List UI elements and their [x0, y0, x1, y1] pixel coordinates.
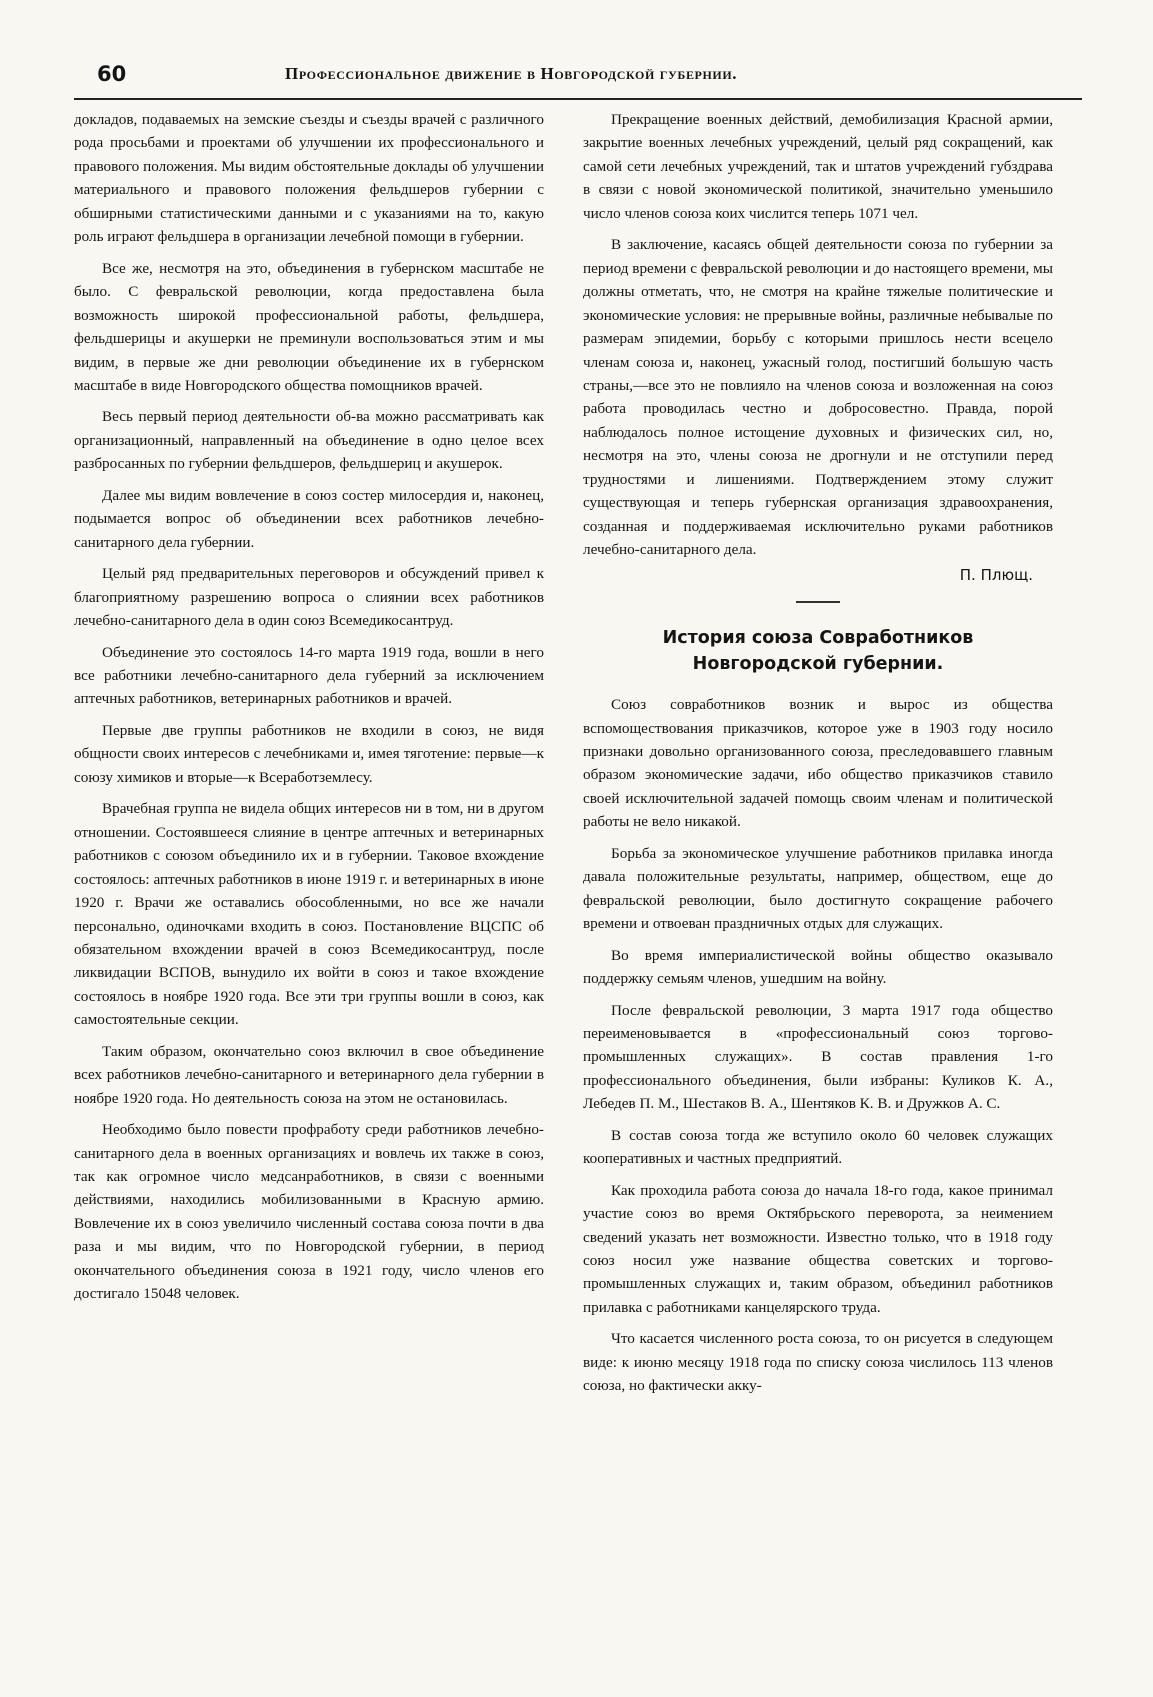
paragraph: После февральской революции, 3 марта 1917 года общество переименовывается в «профессиональный союз торгово-промышленных служащих». В состав правления 1-го профессионального объединения, были избраны: Куликов К. А., Лебедев П. М., Шестаков В. А., Шентяков К. В. и Дружков А. С. — [583, 1001, 1053, 1113]
paragraph: В заключение, касаясь общей деятельности союза по губернии за период времени с февральской революции и до настоящего времени, мы должны отметать, что, не смотря на крайне тяжелые политические и экономические условия: не прерывные войны, различные небывалые по размерам эпидемии, борьбу с которыми пришлось нести всецело членам союза и, наконец, ужасный голод, постигший большую часть страны,—все это не повлияло на членов союза и возложенная на союз работа проводилась честно и добросовестно. Правда, порой наблюдалось полное истощение духовных и физических сил, но, несмотря на это, члены союза не дрогнули и не отступили перед трудностями и лишениями. Подтверждением этому служит существующая и теперь губернская организация здравоохранения, созданная и поддерживаемая исключительно руками работников лечебно-санитарного дела. — [583, 236, 1053, 559]
paragraph: Далее мы видим вовлечение в союз состер милосердия и, наконец, подымается вопрос об объединении всех работников лечебно-санитарного дела губернии. — [74, 486, 544, 551]
paragraph: Врачебная группа не видела общих интересов ни в том, ни в другом отношении. Состоявшееся слияние в центре аптечных и ветеринарных работников с союзом объединило их и в губернии. Таковое вхождение состоялось: аптечных работников в июне 1919 г. и ветеринарных в июне 1920 г. Врачи же оставались обособленными, но все же начали персонально, одиночками входить в союз. Постановление ВЦСПС об обязательном вхождении врачей в союз Всемедикосантруд, после ликвидации ВСПОВ, вынудило их войти в союз и такое вхождение состоялось в ноябре 1920 года. Все эти три группы вошли в союз, как самостоятельные секции. — [74, 800, 544, 1029]
paragraph: Объединение это состоялось 14-го марта 1919 года, вошли в него все работники лечебно-санитарного дела губерний за исключением аптечных работников, ветеринарных работников и врачей. — [74, 643, 544, 708]
right-column — [583, 108, 1053, 1406]
paragraph: Необходимо было повести профработу среди работников лечебно-санитарного дела в военных организациях и вовлечь их также в союз, так как огромное число медсанработников, в связи с военными действиями, находились мобилизованными в Красную армию. Вовлечение их в союз увеличило численный состава союза почти в два раза и мы видим, что по Новгородской губернии, в период окончательного объединения союза в 1921 году, число членов его достигало 15048 человек. — [74, 1121, 544, 1303]
author-signature: П. Плющ. — [959, 565, 1033, 584]
page-header — [95, 62, 1075, 92]
paragraph: Во время империалистической войны общество оказывало поддержку семьям членов, ушедшим на войну. — [583, 946, 1053, 988]
paragraph: Что касается численного роста союза, то он рисуется в следующем виде: к июню месяцу 1918 года по списку союза числилось 113 членов союза, но фактически акку- — [583, 1330, 1053, 1395]
paragraph: Борьба за экономическое улучшение работников прилавка иногда давала положительные результаты, например, обществом, еще до февральской революции, было достигнуто сокращение рабочего времени и отвоеван праздничных отдых для служащих. — [583, 844, 1053, 933]
paragraph: Целый ряд предварительных переговоров и обсуждений привел к благоприятному разрешению вопроса о слиянии всех работников лечебно-санитарного дела в один союз Всемедикосантруд. — [74, 565, 544, 630]
paragraph: Весь первый период деятельности об-ва можно рассматривать как организационный, направленный на объединение в одно целое всех разбросанных по губернии фельдшеров, фельдшериц и акушерок. — [74, 408, 544, 473]
paragraph: Прекращение военных действий, демобилизация Красной армии, закрытие военных лечебных учреждений, целый ряд сокращений, как самой сети лечебных учреждений, так и штатов учреждений губздрава в связи с новой экономической политикой, значительно уменьшило число членов союза коих числится теперь 1071 чел. — [583, 111, 1053, 222]
section-divider — [796, 601, 840, 603]
paragraph: Таким образом, окончательно союз включил в свое объединение всех работников лечебно-санитарного и ветеринарного дела губернии в ноябре 1920 года. Но деятельность союза на этом не остановилась. — [74, 1042, 544, 1107]
paragraph: Как проходила работа союза до начала 18-го года, какое принимал участие союз во время Октябрьского переворота, за неимением сведений указать нет возможности. Известно только, что в 1918 году союз носил уже название общества советских и торгово-промышленных служащих и, таким образом, объединил работников прилавка с работниками канцелярского труда. — [583, 1181, 1053, 1316]
running-title: Профессиональное движение в Новгородской губернии. — [285, 64, 738, 83]
paragraph: докладов, подаваемых на земские съезды и съезды врачей с различного рода просьбами и проектами об улучшении их профессионального и правового положения. Мы видим обстоятельные доклады об улучшении материального и правового положения фельдшеров губернии с обширными статистическими данными и с указаниями на то, какую роль играют фельдшера в организации лечебной помощи в губернии. — [74, 111, 544, 246]
page-number: 60 — [97, 62, 127, 86]
header-rule — [74, 98, 1082, 100]
paragraph: В состав союза тогда же вступило около 60 человек служащих кооперативных и частных предприятий. — [583, 1126, 1053, 1168]
paragraph: Союз совработников возник и вырос из общества вспомоществования приказчиков, которое уже в 1903 году носило признаки довольно организованного союза, преследовавшего главным образом экономические задачи, ибо общество приказчиков ставило своей исключительной задачей помощь своим членам и политической работы не вело никакой. — [583, 696, 1053, 831]
left-column — [74, 108, 544, 1314]
paragraph: Первые две группы работников не входили в союз, не видя общности своих интересов с лечебниками и, имея тяготение: первые—к союзу химиков и вторые—к Всеработземлесу. — [74, 721, 544, 786]
article-title: История союза Совработников Новгородской губернии. — [662, 628, 974, 675]
paragraph: Все же, несмотря на это, объединения в губернском масштабе не было. С февральской революции, когда предоставлена была возможность широкой профессиональной работы, фельдшера, фельдшерицы и акушерки не преминули воспользоваться этим и мы видим, в первые же дни революции объединение их в губернском масштабе в виде Новгородского общества помощников врачей. — [74, 259, 544, 394]
